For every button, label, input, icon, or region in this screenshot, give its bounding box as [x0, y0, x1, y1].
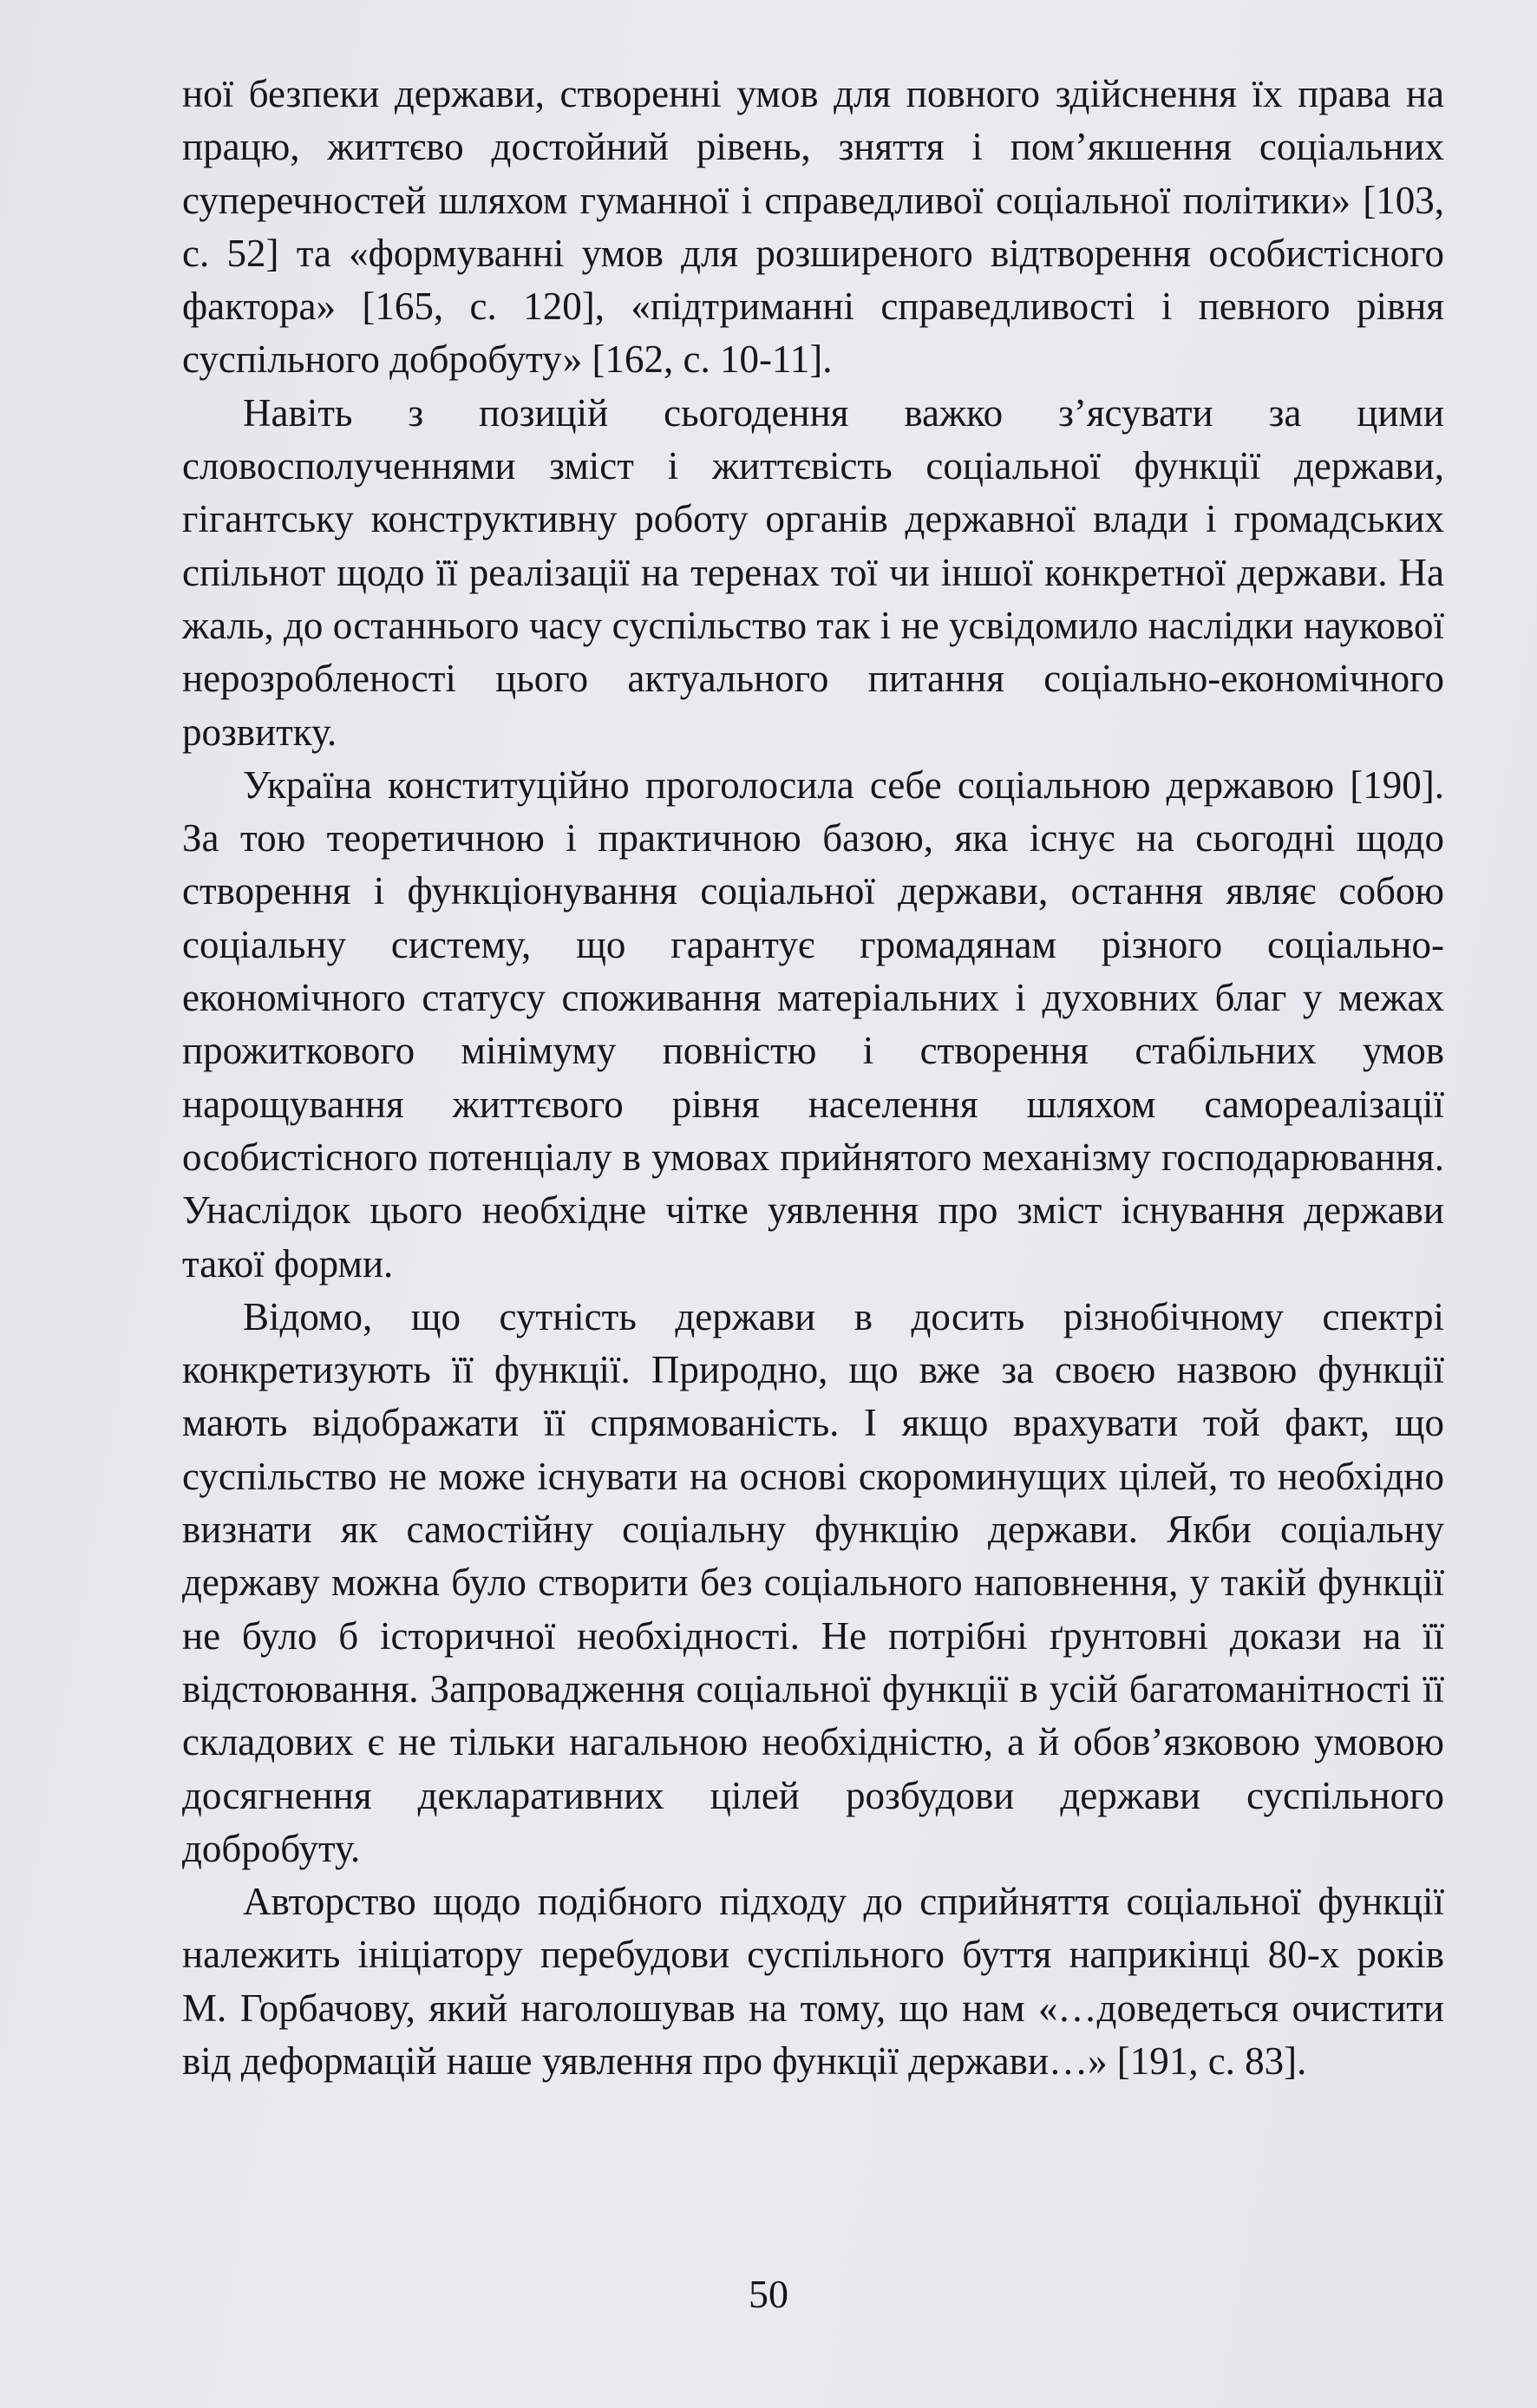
body-text [182, 68, 1444, 2088]
paragraph-4: Відомо, що сутність держави в досить різнобічному спектрі конкретизують її функції. Природно, що вже за своєю назвою функції мають відображати її спрямованість. І якщо врахувати той факт, що суспільство не може існувати на основі скороминущих цілей, то необхідно визнати як самостійну соціальну функцію держави. Якби соціальну державу можна було створити без соціального наповнення, у такій функції не було б історичної необхідності. Не потрібні ґрунтовні докази на її відстоювання. Запровадження соціальної функції в усій багатоманітності її складових є не тільки нагальною необхідністю, а й обов’язковою умовою досягнення декларативних цілей розбудови держави суспільного добробуту. [182, 1294, 1444, 1870]
paragraph-5: Авторство щодо подібного підходу до сприйняття соціальної функції належить ініціатору перебудови суспільного буття наприкінці 80-х років М. Горбачову, який наголошував на тому, що нам «…доведеться очистити від деформацій наше уявлення про функції держави…» [191, с. 83]. [182, 1880, 1444, 2083]
paragraph-3: Україна конституційно проголосила себе соціальною державою [190]. За тою теоретичною і практичною базою, яка існує на сьогодні щодо створення і функціонування соціальної держави, остання являє собою соціальну систему, що гарантує громадянам різного соціально-економічного статусу споживання матеріальних і духовних благ у межах прожиткового мінімуму повністю і створення стабільних умов нарощування життєвого рівня населення шляхом самореалізації особистісного потенціалу в умовах прийнятого механізму господарювання. Унаслідок цього необхідне чітке уявлення про зміст існування держави такої форми. [182, 762, 1444, 1286]
paragraph-2: Навіть з позицій сьогодення важко з’ясувати за цими словосполученнями зміст і життєвість соціальної функції держави, гігантську конструктивну роботу органів державної влади і громадських спільнот щодо її реалізації на теренах тої чи іншої конкретної держави. На жаль, до останнього часу суспільство так і не усвідомило наслідки наукової нерозробленості цього актуального питання соціально-економічного розвитку. [182, 390, 1444, 754]
page-number: 50 [749, 2272, 788, 2316]
paragraph-1: ної безпеки держави, створенні умов для повного здійснення їх права на працю, життєво достойний рівень, зняття і пом’якшення соціальних суперечностей шляхом гуманної і справедливої соціальної політики» [103, с. 52] та «формуванні умов для розширеного відтворення особистісного фактора» [165, с. 120], «підтриманні справедливості і певного рівня суспільного добробуту» [162, с. 10-11]. [182, 72, 1444, 382]
